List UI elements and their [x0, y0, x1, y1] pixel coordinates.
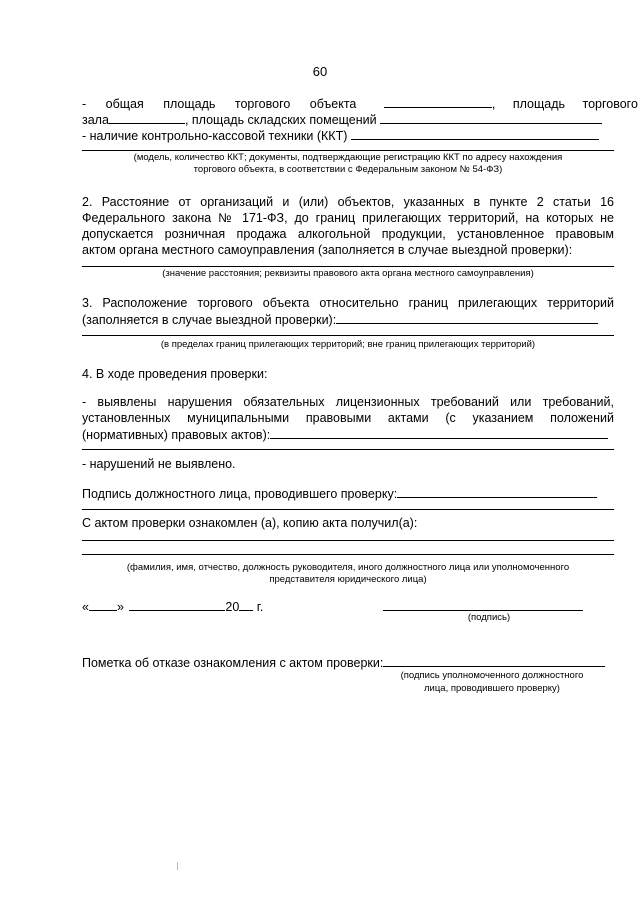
- location-hint: (в пределах границ прилегающих территорий; вне границ прилегающих территорий): [160, 339, 536, 350]
- cash-register-hint-2: торгового объекта, в соответствии с Федеральным законом № 54-ФЗ): [193, 164, 503, 175]
- date-day-field[interactable]: [89, 598, 117, 611]
- inspector-signature-label: Подпись должностного лица, проводившего проверку:: [82, 487, 398, 501]
- date-row: [82, 598, 263, 615]
- section2-line-3: допускается розничная продажа алкогольной продукции, установленное правовым: [82, 227, 614, 241]
- violations-line-3-row: [82, 426, 608, 443]
- inspector-signature-field[interactable]: [397, 485, 597, 498]
- location-field[interactable]: [336, 311, 598, 324]
- inspector-signature-line[interactable]: [82, 509, 614, 510]
- section3-line-1: 3. Расположение торгового объекта относительно границ прилегающих территорий: [82, 296, 614, 310]
- total-area-line: [82, 95, 638, 112]
- cash-register-details-line[interactable]: [82, 150, 614, 151]
- representative-hint-2: представителя юридического лица): [269, 574, 427, 585]
- cash-register-line: [82, 127, 599, 144]
- scan-mark: [177, 862, 178, 870]
- refusal-signature-field[interactable]: [383, 654, 605, 667]
- date-year-field[interactable]: [239, 598, 253, 611]
- violations-field[interactable]: [270, 426, 608, 439]
- hall-area-field[interactable]: [109, 111, 185, 124]
- inspector-signature-row: [82, 485, 597, 502]
- representative-hint-1: (фамилия, имя, отчество, должность руководителя, иного должностного лица или уполномоченного: [126, 562, 570, 573]
- no-violations-text: - нарушений не выявлено.: [82, 457, 236, 471]
- cash-register-hint-1: (модель, количество ККТ; документы, подтверждающие регистрацию ККТ по адресу нахождения: [133, 152, 563, 163]
- signature-field-line[interactable]: [383, 610, 583, 611]
- violations-field-line[interactable]: [82, 449, 614, 450]
- date-year-prefix: 20: [225, 600, 240, 614]
- trade-hall-area-label: , площадь торгового: [491, 97, 638, 111]
- cash-register-label: - наличие контрольно-кассовой техники (ККТ): [82, 129, 348, 143]
- hall-warehouse-area-line: [82, 111, 602, 128]
- violations-line-1: - выявлены нарушения обязательных лицензионных требований или требований,: [82, 395, 614, 409]
- warehouse-area-field[interactable]: [380, 111, 602, 124]
- acquainted-field-line-2[interactable]: [82, 554, 614, 555]
- date-open-quote: «: [82, 600, 89, 614]
- total-area-label: - общая площадь торгового объекта: [82, 97, 357, 111]
- distance-hint: (значение расстояния; реквизиты правового акта органа местного самоуправления): [162, 268, 534, 279]
- refusal-hint-1: (подпись уполномоченного должностного: [400, 670, 584, 681]
- date-year-suffix: г.: [256, 600, 264, 614]
- location-field-line[interactable]: [82, 335, 614, 336]
- section2-line-2: Федерального закона № 171-ФЗ, до границ прилегающих территорий, на которых не: [82, 211, 614, 225]
- section3-line-2-row: [82, 311, 598, 328]
- signature-hint: (подпись): [467, 612, 511, 623]
- date-close-quote: »: [116, 600, 124, 614]
- acquainted-field-line-1[interactable]: [82, 540, 614, 541]
- hall-label: зала: [82, 113, 109, 127]
- violations-line-3: (нормативных) правовых актов):: [82, 428, 271, 442]
- refusal-hint-2: лица, проводившего проверку): [424, 683, 560, 694]
- violations-line-2: установленных муниципальными правовыми актами (с указанием положений: [82, 411, 614, 425]
- refusal-row: [82, 654, 605, 671]
- date-month-field[interactable]: [129, 598, 225, 611]
- section2-line-4: актом органа местного самоуправления (заполняется в случае выездной проверки):: [82, 243, 573, 257]
- distance-field-line[interactable]: [82, 266, 614, 267]
- acquainted-label: С актом проверки ознакомлен (а), копию акта получил(а):: [82, 516, 418, 530]
- page-number: 60: [312, 64, 328, 79]
- cash-register-field[interactable]: [351, 127, 599, 140]
- total-area-field[interactable]: [384, 95, 492, 108]
- warehouse-area-label: , площадь складских помещений: [184, 113, 377, 127]
- section2-line-1: 2. Расстояние от организаций и (или) объектов, указанных в пункте 2 статьи 16: [82, 195, 614, 209]
- section3-line-2: (заполняется в случае выездной проверки):: [82, 313, 337, 327]
- refusal-label: Пометка об отказе ознакомления с актом проверки:: [82, 656, 384, 670]
- section4-heading: 4. В ходе проведения проверки:: [82, 367, 268, 381]
